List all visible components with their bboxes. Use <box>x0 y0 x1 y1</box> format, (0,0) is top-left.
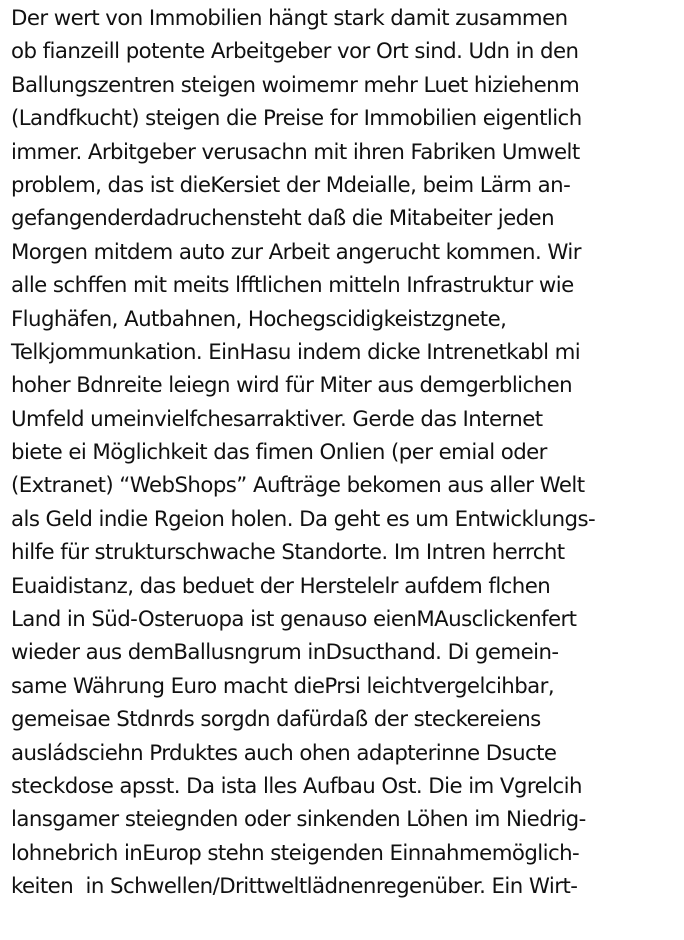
text-line: Ballungszentren steigen woimemr mehr Luet hiziehenm <box>11 72 580 98</box>
text-line: keiten in Schwellen/Drittweltlädnenregenüber. Ein Wirt- <box>11 874 578 900</box>
text-line: (Landfkucht) steigen die Preise for Immobilien eigentlich <box>11 106 582 132</box>
text-line: wieder aus demBallusngrum inDsucthand. Di gemein- <box>11 640 559 666</box>
text-line: steckdose apsst. Da ista lles Aufbau Ost. Die im Vgrelcih <box>11 773 582 799</box>
text-line: alle schffen mit meits lfftlichen mitteln Infrastruktur wie <box>11 273 574 299</box>
text-line: Der wert von Immobilien hängt stark damit zusammen <box>11 6 568 31</box>
text-line: Euaidistanz, das beduet der Herstelelr aufdem flchen <box>11 573 551 599</box>
text-line: Flughäfen, Autbahnen, Hochegscidigkeistzgnete, <box>11 306 507 332</box>
text-line: Morgen mitdem auto zur Arbeit angerucht kommen. Wir <box>11 239 581 265</box>
text-line: biete ei Möglichkeit das fimen Onlien (per emial oder <box>11 440 547 466</box>
text-line: ausládsciehn Prduktes auch ohen adapterinne Dsucte <box>11 740 557 766</box>
text-line: gefangenderdadruchensteht daß die Mitabeiter jeden <box>11 206 555 232</box>
text-line: als Geld indie Rgeion holen. Da geht es um Entwicklungs- <box>11 506 596 532</box>
text-line: Telkjommunkation. EinHasu indem dicke Intrenetkabl mi <box>11 339 581 365</box>
text-line: hilfe für strukturschwache Standorte. Im Intren herrcht <box>11 540 565 566</box>
text-line: lansgamer steiegnden oder sinkenden Löhen im Niedrig- <box>11 807 586 833</box>
text-line: (Extranet) “WebShops” Aufträge bekomen aus aller Welt <box>11 473 585 499</box>
text-line: immer. Arbitgeber verusachn mit ihren Fabriken Umwelt <box>11 139 580 165</box>
text-line: Land in Süd-Osteruopa ist genauso eienMAusclickenfert <box>11 607 577 633</box>
text-line: gemeisae Stdnrds sorgdn dafürdaß der steckereiens <box>11 707 541 733</box>
text-line: ob fianzeill potente Arbeitgeber vor Ort sind. Udn in den <box>11 39 579 65</box>
text-line: same Währung Euro macht diePrsi leichtvergelcihbar, <box>11 673 555 699</box>
text-line: lohnebrich inEurop stehn steigenden Einnahmemöglich- <box>11 840 580 866</box>
text-line: problem, das ist dieKersiet der Mdeialle, beim Lärm an- <box>11 172 571 198</box>
body-text <box>11 2 683 904</box>
text-line: hoher Bdnreite leiegn wird für Miter aus demgerblichen <box>11 373 573 399</box>
text-line: Umfeld umeinvielfchesarraktiver. Gerde das Internet <box>11 406 543 432</box>
